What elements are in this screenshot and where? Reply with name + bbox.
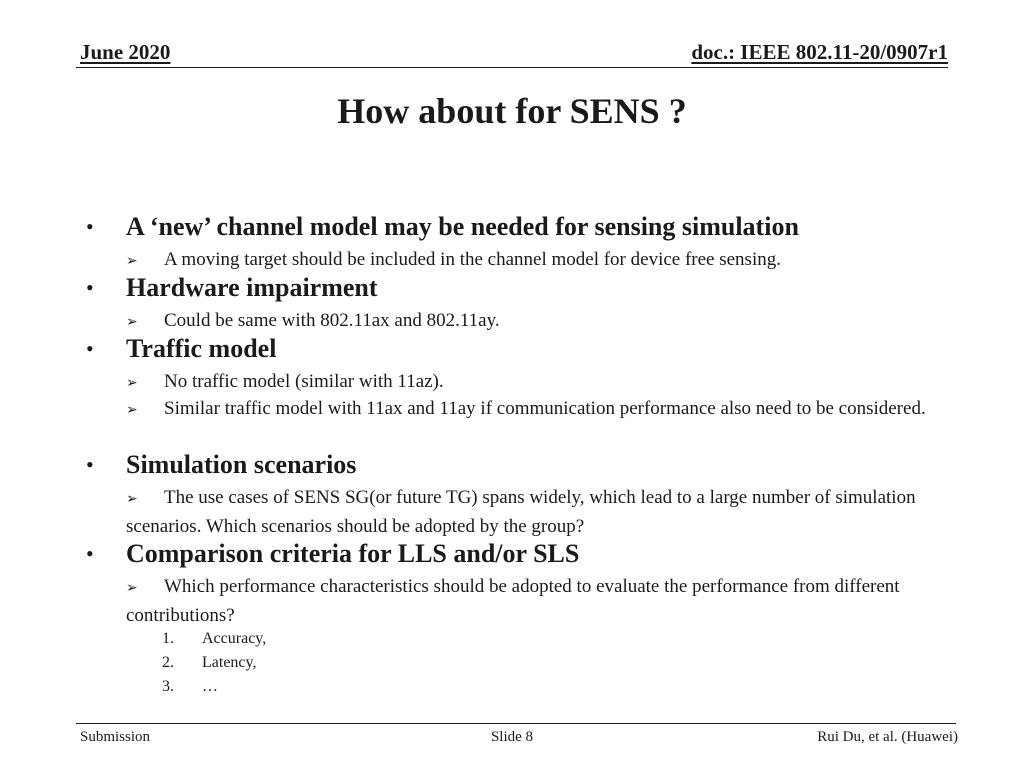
footer-submission: Submission: [80, 729, 151, 745]
bullet-heading: Comparison criteria for LLS and/or SLS: [126, 539, 580, 568]
bullet-dot: •: [86, 275, 94, 300]
footer-divider: [76, 723, 956, 724]
bullet-dot: •: [86, 541, 94, 566]
sub-bullet: ➢ A moving target should be included in the channel model for device free sensing.: [126, 246, 946, 275]
bullet-heading: Traffic model: [126, 334, 277, 363]
bullet-heading: A ‘new’ channel model may be needed for sensing simulation: [126, 212, 799, 241]
numbered-item: 3. …: [162, 678, 218, 695]
arrow-icon: ➢: [126, 492, 138, 507]
bullet-heading: Simulation scenarios: [126, 450, 357, 479]
arrow-icon: ➢: [126, 376, 138, 391]
header-divider: [76, 67, 948, 68]
slide-title: How about for SENS ?: [337, 91, 687, 131]
numbered-item: 1. Accuracy,: [162, 630, 267, 647]
numbered-item: 2. Latency,: [162, 654, 257, 671]
footer-authors: Rui Du, et al. (Huawei): [817, 729, 958, 745]
sub-bullet: ➢ Could be same with 802.11ax and 802.11ay.: [126, 307, 946, 336]
bullet-heading: Hardware impairment: [126, 273, 378, 302]
bullet-dot: •: [86, 336, 94, 361]
bullet-dot: •: [86, 452, 94, 477]
arrow-icon: ➢: [126, 403, 138, 418]
header-doc-id: doc.: IEEE 802.11-20/0907r1: [691, 40, 948, 64]
arrow-icon: ➢: [126, 581, 138, 596]
arrow-icon: ➢: [126, 254, 138, 269]
arrow-icon: ➢: [126, 315, 138, 330]
sub-bullet: ➢ Which performance characteristics should be adopted to evaluate the performance from different contributions?: [126, 576, 900, 626]
bullet-dot: •: [86, 214, 94, 239]
sub-bullet: ➢ The use cases of SENS SG(or future TG) spans widely, which lead to a large number of simulation scenarios. Which scenarios should be adopted by the group?: [126, 487, 916, 537]
sub-bullet: ➢ No traffic model (similar with 11az).: [126, 368, 946, 397]
header-date: June 2020: [80, 40, 171, 64]
footer-slide-number: Slide 8: [490, 729, 534, 745]
sub-bullet: ➢ Similar traffic model with 11ax and 11ay if communication performance also need to be considered.: [126, 395, 946, 424]
